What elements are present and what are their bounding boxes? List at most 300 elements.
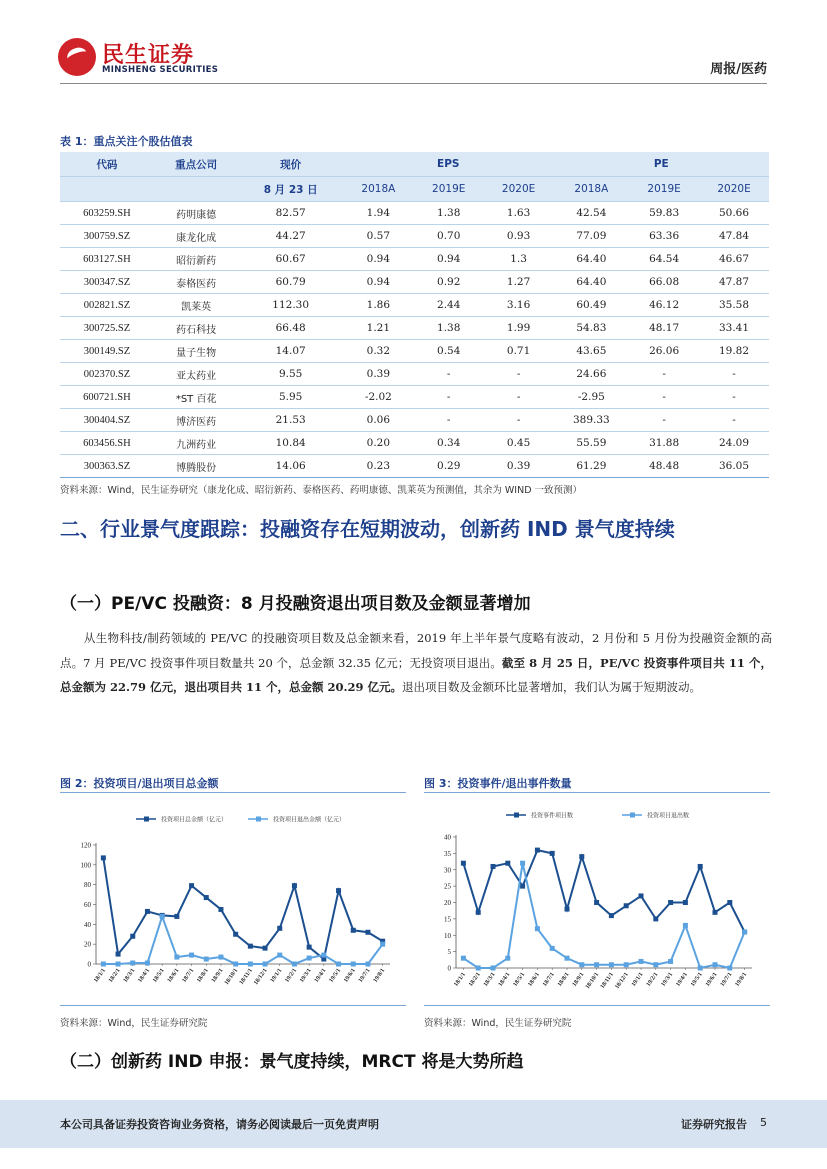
table-cell: 24.66 xyxy=(554,363,630,386)
table-cell: - xyxy=(414,386,484,409)
x-tick-label: 18/12/1 xyxy=(253,967,269,987)
x-tick-label: 18/4/1 xyxy=(137,967,152,984)
figure-3-source: 资料来源：Wind，民生证券研究院 xyxy=(424,1018,572,1029)
data-point xyxy=(277,926,282,931)
data-point xyxy=(248,962,253,967)
stock-code: 300725.SZ xyxy=(60,317,154,340)
legend-label: 投资事件项目数 xyxy=(531,812,574,820)
data-point xyxy=(263,962,268,967)
table-row xyxy=(60,386,769,409)
data-point xyxy=(233,962,238,967)
table-cell: 54.83 xyxy=(554,317,630,340)
table-cell: 5.95 xyxy=(238,386,343,409)
y-tick-label: 0 xyxy=(447,964,451,973)
table-cell: 36.05 xyxy=(699,455,769,478)
table-cell: 389.33 xyxy=(554,409,630,432)
data-point xyxy=(101,855,106,860)
data-point xyxy=(668,900,673,905)
data-point xyxy=(277,953,282,958)
data-point xyxy=(476,966,481,971)
company-name: 泰格医药 xyxy=(154,271,238,294)
col-eps: EPS xyxy=(343,152,554,177)
data-point xyxy=(365,962,370,967)
figure-3-bottom-line xyxy=(424,1005,770,1006)
x-tick-label: 19/6/1 xyxy=(704,971,719,988)
table-cell: 1.86 xyxy=(343,294,414,317)
data-point xyxy=(579,962,584,967)
data-point xyxy=(727,900,732,905)
stock-code: 300363.SZ xyxy=(60,455,154,478)
data-point xyxy=(653,916,658,921)
data-point xyxy=(204,957,209,962)
subsection-title-2: （二）创新药 IND 申报：景气度持续，MRCT 将是大势所趋 xyxy=(60,1052,524,1072)
table-row xyxy=(60,248,769,271)
table-cell: 1.99 xyxy=(484,317,554,340)
table-cell: 35.58 xyxy=(699,294,769,317)
y-tick-label: 40 xyxy=(84,920,91,929)
data-point xyxy=(101,962,106,967)
table-cell: 0.39 xyxy=(343,363,414,386)
x-tick-label: 18/2/1 xyxy=(107,967,122,984)
table-cell: 26.06 xyxy=(629,340,699,363)
table-cell: 42.54 xyxy=(554,202,630,225)
paragraph xyxy=(60,626,772,700)
page-footer xyxy=(0,1100,827,1148)
y-tick-label: 100 xyxy=(80,861,91,870)
table-cell: 64.40 xyxy=(554,271,630,294)
data-point xyxy=(683,900,688,905)
data-point xyxy=(579,854,584,859)
legend-label: 投资项目退出数 xyxy=(647,812,690,820)
table-cell: 1.38 xyxy=(414,202,484,225)
table-cell: 112.30 xyxy=(238,294,343,317)
table-cell: 3.16 xyxy=(484,294,554,317)
stock-code: 603127.SH xyxy=(60,248,154,271)
company-name: 药明康德 xyxy=(154,202,238,225)
footer-report-label: 证券研究报告 xyxy=(681,1118,747,1131)
data-point xyxy=(550,946,555,951)
data-point xyxy=(639,893,644,898)
table-row xyxy=(60,271,769,294)
table-cell: 0.93 xyxy=(484,225,554,248)
data-point xyxy=(520,884,525,889)
x-tick-label: 18/10/1 xyxy=(223,967,240,987)
data-point xyxy=(713,962,718,967)
table-cell: 0.39 xyxy=(484,455,554,478)
x-tick-label: 19/7/1 xyxy=(719,971,734,988)
company-name: 量子生物 xyxy=(154,340,238,363)
x-tick-label: 18/1/1 xyxy=(453,971,468,988)
data-point xyxy=(639,959,644,964)
table-row xyxy=(60,455,769,478)
header-divider xyxy=(60,83,767,84)
col-pe-2019: 2019E xyxy=(629,177,699,202)
x-tick-label: 18/11/1 xyxy=(238,967,254,986)
data-point xyxy=(535,926,540,931)
data-point xyxy=(351,962,356,967)
company-name: *ST 百花 xyxy=(154,386,238,409)
table-cell: 1.38 xyxy=(414,317,484,340)
data-point xyxy=(594,900,599,905)
data-point xyxy=(218,955,223,960)
data-point xyxy=(292,883,297,888)
data-point xyxy=(565,907,570,912)
table-cell: 47.84 xyxy=(699,225,769,248)
subsection-title-1: （一）PE/VC 投融资：8 月投融资退出项目数及金额显著增加 xyxy=(60,594,531,614)
y-tick-label: 120 xyxy=(80,841,91,850)
data-point xyxy=(160,914,165,919)
data-point xyxy=(491,864,496,869)
data-point xyxy=(292,962,297,967)
stock-code: 603259.SH xyxy=(60,202,154,225)
table-row xyxy=(60,432,769,455)
stock-code: 300149.SZ xyxy=(60,340,154,363)
table-cell: 0.94 xyxy=(343,271,414,294)
x-tick-label: 18/11/1 xyxy=(599,971,616,990)
table-cell: 60.49 xyxy=(554,294,630,317)
table-cell: 63.36 xyxy=(629,225,699,248)
y-tick-label: 30 xyxy=(444,866,451,875)
data-point xyxy=(461,861,466,866)
data-point xyxy=(713,910,718,915)
y-tick-label: 20 xyxy=(84,940,91,949)
table-cell: 19.82 xyxy=(699,340,769,363)
table-cell: 50.66 xyxy=(699,202,769,225)
table-cell: 55.59 xyxy=(554,432,630,455)
table-cell: 0.94 xyxy=(343,248,414,271)
data-point xyxy=(565,956,570,961)
figure-2-source: 资料来源：Wind，民生证券研究院 xyxy=(60,1018,208,1029)
table-row xyxy=(60,294,769,317)
data-point xyxy=(535,848,540,853)
table-caption: 表 1：重点关注个股估值表 xyxy=(60,135,193,148)
y-tick-label: 40 xyxy=(444,833,451,842)
y-tick-label: 25 xyxy=(444,882,451,891)
x-tick-label: 19/1/1 xyxy=(630,971,645,988)
data-point xyxy=(609,913,614,918)
table-cell: 2.44 xyxy=(414,294,484,317)
y-tick-label: 5 xyxy=(447,948,451,957)
data-point xyxy=(307,945,312,950)
table-cell: 66.08 xyxy=(629,271,699,294)
stock-code: 002370.SZ xyxy=(60,363,154,386)
data-point xyxy=(698,864,703,869)
y-tick-label: 10 xyxy=(444,931,451,940)
table-source: 资料来源：Wind，民生证券研究（康龙化成、昭衍新药、泰格医药、药明康德、凯莱英为预测值，其余为 WIND 一致预测） xyxy=(60,485,583,496)
x-tick-label: 18/10/1 xyxy=(584,971,601,991)
stock-code: 002821.SZ xyxy=(60,294,154,317)
figure-3-title: 图 3：投资事件/退出事件数量 xyxy=(424,777,572,790)
x-tick-label: 18/3/1 xyxy=(122,967,137,984)
table-row xyxy=(60,363,769,386)
table-cell: 0.94 xyxy=(414,248,484,271)
x-tick-label: 18/5/1 xyxy=(152,967,166,984)
table-cell: 64.54 xyxy=(629,248,699,271)
data-point xyxy=(742,929,747,934)
table-cell: 21.53 xyxy=(238,409,343,432)
x-tick-label: 18/7/1 xyxy=(181,967,196,984)
table-row xyxy=(60,202,769,225)
table-cell: 48.48 xyxy=(629,455,699,478)
table-cell: 77.09 xyxy=(554,225,630,248)
col-pe-2018: 2018A xyxy=(554,177,630,202)
table-cell: - xyxy=(414,363,484,386)
col-eps-2018: 2018A xyxy=(343,177,414,202)
col-pe-2020: 2020E xyxy=(699,177,769,202)
data-point xyxy=(727,966,732,971)
table-cell: 1.94 xyxy=(343,202,414,225)
table-cell: -2.02 xyxy=(343,386,414,409)
table-cell: 0.32 xyxy=(343,340,414,363)
table-cell: - xyxy=(484,409,554,432)
paragraph-part-b: 截至 8 月 25 日，PE/VC 投资事件项目共 11 个，总金额为 22.79 亿元，退出项目共 11 个，总金额 20.29 亿元。 xyxy=(60,655,772,694)
series-line xyxy=(103,858,382,959)
x-tick-label: 19/8/1 xyxy=(372,967,387,984)
data-point xyxy=(263,946,268,951)
figure-3-chart xyxy=(424,800,770,1000)
table-cell: 47.87 xyxy=(699,271,769,294)
table-row xyxy=(60,340,769,363)
col-price: 现价 xyxy=(238,152,343,177)
legend-label: 投资项目退出金额（亿元） xyxy=(273,816,346,824)
table-cell: 9.55 xyxy=(238,363,343,386)
table-cell: 0.20 xyxy=(343,432,414,455)
y-tick-label: 80 xyxy=(84,881,91,890)
x-tick-label: 18/5/1 xyxy=(512,971,527,988)
company-name: 康龙化成 xyxy=(154,225,238,248)
x-tick-label: 18/7/1 xyxy=(542,971,556,988)
logo xyxy=(58,38,219,78)
x-tick-label: 19/3/1 xyxy=(660,971,675,988)
figure-2-title: 图 2：投资项目/退出项目总金额 xyxy=(60,777,219,790)
data-point xyxy=(145,961,150,966)
data-point xyxy=(174,914,179,919)
figure-2-chart xyxy=(60,800,406,1000)
table-cell: 1.27 xyxy=(484,271,554,294)
company-name: 九洲药业 xyxy=(154,432,238,455)
table-cell: 46.12 xyxy=(629,294,699,317)
col-company: 重点公司 xyxy=(154,152,238,177)
table-header-row xyxy=(60,152,769,177)
table-cell: - xyxy=(414,409,484,432)
y-tick-label: 20 xyxy=(444,899,451,907)
table-cell: 33.41 xyxy=(699,317,769,340)
data-point xyxy=(683,923,688,928)
legend-marker xyxy=(256,817,261,822)
legend-marker xyxy=(144,817,149,822)
data-point xyxy=(130,934,135,939)
table-cell: 82.57 xyxy=(238,202,343,225)
legend-label: 投资项目总金额（亿元） xyxy=(161,816,228,824)
data-point xyxy=(336,888,341,893)
table-cell: - xyxy=(629,409,699,432)
data-point xyxy=(520,861,525,866)
x-tick-label: 19/1/1 xyxy=(269,967,284,984)
x-tick-label: 18/9/1 xyxy=(571,971,586,988)
data-point xyxy=(116,952,121,957)
col-pe: PE xyxy=(554,152,769,177)
table-cell: 43.65 xyxy=(554,340,630,363)
x-tick-label: 18/2/1 xyxy=(468,971,482,988)
figure-2-top-line xyxy=(60,792,406,793)
figure-3-top-line xyxy=(424,792,770,793)
table-cell: 44.27 xyxy=(238,225,343,248)
table-cell: - xyxy=(484,363,554,386)
table-cell: 46.67 xyxy=(699,248,769,271)
paragraph-part-c: 退出项目数及金额环比显著增加，我们认为属于短期波动。 xyxy=(402,680,702,694)
x-tick-label: 19/7/1 xyxy=(357,967,372,984)
table-subheader-row xyxy=(60,177,769,202)
legend-marker xyxy=(630,813,635,818)
table-cell: - xyxy=(699,409,769,432)
x-tick-label: 19/5/1 xyxy=(690,971,704,988)
company-name: 博腾股份 xyxy=(154,455,238,478)
stock-code: 300347.SZ xyxy=(60,271,154,294)
table-cell: 59.83 xyxy=(629,202,699,225)
x-tick-label: 18/3/1 xyxy=(482,971,497,988)
data-point xyxy=(653,962,658,967)
table-cell: 0.92 xyxy=(414,271,484,294)
data-point xyxy=(491,966,496,971)
table-cell: 14.06 xyxy=(238,455,343,478)
data-point xyxy=(218,907,223,912)
series-line xyxy=(463,863,744,968)
figure-2-bottom-line xyxy=(60,1005,406,1006)
table-row xyxy=(60,225,769,248)
table-cell: 60.67 xyxy=(238,248,343,271)
stock-code: 300759.SZ xyxy=(60,225,154,248)
data-point xyxy=(321,953,326,958)
table-cell: 66.48 xyxy=(238,317,343,340)
x-tick-label: 19/2/1 xyxy=(645,971,660,988)
data-point xyxy=(174,955,179,960)
data-point xyxy=(248,944,253,949)
x-tick-label: 18/9/1 xyxy=(210,967,225,984)
x-tick-label: 19/5/1 xyxy=(328,967,343,984)
x-tick-label: 19/4/1 xyxy=(675,971,690,988)
y-tick-label: 35 xyxy=(444,849,451,858)
col-eps-2020: 2020E xyxy=(484,177,554,202)
page-number: 5 xyxy=(760,1116,767,1129)
table-cell: 64.40 xyxy=(554,248,630,271)
col-code: 代码 xyxy=(60,152,154,177)
data-point xyxy=(594,962,599,967)
x-tick-label: 18/6/1 xyxy=(527,971,542,988)
table-cell: - xyxy=(629,363,699,386)
table-cell: 1.21 xyxy=(343,317,414,340)
data-point xyxy=(624,962,629,967)
x-tick-label: 19/8/1 xyxy=(734,971,749,988)
table-cell: 0.70 xyxy=(414,225,484,248)
section-title: 二、行业景气度跟踪：投融资存在短期波动，创新药 IND 景气度持续 xyxy=(60,517,675,541)
legend-marker xyxy=(514,813,519,818)
col-eps-2019: 2019E xyxy=(414,177,484,202)
table-cell: 0.23 xyxy=(343,455,414,478)
data-point xyxy=(307,956,312,961)
stock-code: 300404.SZ xyxy=(60,409,154,432)
x-tick-label: 18/12/1 xyxy=(614,971,630,991)
data-point xyxy=(204,895,209,900)
x-tick-label: 19/3/1 xyxy=(299,967,313,984)
y-tick-label: 0 xyxy=(87,960,91,969)
logo-en: MINSHENG SECURITIES xyxy=(102,65,219,75)
page-header xyxy=(0,0,827,90)
x-tick-label: 18/4/1 xyxy=(497,971,512,988)
data-point xyxy=(233,932,238,937)
table-cell: - xyxy=(699,386,769,409)
data-point xyxy=(365,930,370,935)
data-point xyxy=(351,928,356,933)
table-cell: 31.88 xyxy=(629,432,699,455)
table-cell: - xyxy=(484,386,554,409)
y-tick-label: 60 xyxy=(84,901,91,909)
table-cell: 0.34 xyxy=(414,432,484,455)
data-point xyxy=(668,959,673,964)
x-tick-label: 19/4/1 xyxy=(313,967,328,984)
table-cell: 1.63 xyxy=(484,202,554,225)
x-tick-label: 18/1/1 xyxy=(93,967,107,984)
table-cell: 0.29 xyxy=(414,455,484,478)
table-cell: 0.57 xyxy=(343,225,414,248)
table-cell: 0.54 xyxy=(414,340,484,363)
table-cell: - xyxy=(699,363,769,386)
paragraph-part-a: 从生物科技/制药领域的 PE/VC 的投融资项目数及总金额来看，2019 年上半年景气度略有波动，2 月份和 5 月份为投融资金额的高点。7 月 PE/VC 投资事件项目数量共 20 个，总金额 32.35 亿元；无投资项目退出。 xyxy=(60,631,772,670)
data-point xyxy=(461,956,466,961)
report-type: 周报/医药 xyxy=(710,62,767,77)
data-point xyxy=(609,962,614,967)
data-point xyxy=(476,910,481,915)
logo-mark-icon xyxy=(58,38,96,76)
footer-disclaimer: 本公司具备证券投资咨询业务资格，请务必阅读最后一页免责声明 xyxy=(60,1118,379,1131)
x-tick-label: 19/6/1 xyxy=(343,967,357,984)
table-cell: 14.07 xyxy=(238,340,343,363)
data-point xyxy=(189,953,194,958)
company-name: 凯莱英 xyxy=(154,294,238,317)
table-cell: 1.3 xyxy=(484,248,554,271)
table-cell: 61.29 xyxy=(554,455,630,478)
data-point xyxy=(130,961,135,966)
company-name: 亚太药业 xyxy=(154,363,238,386)
table-cell: -2.95 xyxy=(554,386,630,409)
x-tick-label: 19/2/1 xyxy=(284,967,299,984)
x-tick-label: 18/8/1 xyxy=(196,967,210,984)
x-tick-label: 18/6/1 xyxy=(166,967,181,984)
logo-cn: 民生证券 xyxy=(102,43,195,68)
valuation-table xyxy=(60,152,769,478)
table-row xyxy=(60,317,769,340)
data-point xyxy=(624,903,629,908)
table-cell: 10.84 xyxy=(238,432,343,455)
table-cell: 0.06 xyxy=(343,409,414,432)
table-cell: 48.17 xyxy=(629,317,699,340)
table-cell: 60.79 xyxy=(238,271,343,294)
y-tick-label: 15 xyxy=(444,915,451,924)
col-date: 8 月 23 日 xyxy=(238,177,343,202)
company-name: 药石科技 xyxy=(154,317,238,340)
stock-code: 603456.SH xyxy=(60,432,154,455)
data-point xyxy=(336,962,341,967)
data-point xyxy=(505,956,510,961)
data-point xyxy=(698,966,703,971)
data-point xyxy=(145,909,150,914)
table-cell: - xyxy=(629,386,699,409)
stock-code: 600721.SH xyxy=(60,386,154,409)
data-point xyxy=(116,962,121,967)
data-point xyxy=(550,851,555,856)
x-tick-label: 18/8/1 xyxy=(556,971,571,988)
company-name: 昭衍新药 xyxy=(154,248,238,271)
table-cell: 24.09 xyxy=(699,432,769,455)
